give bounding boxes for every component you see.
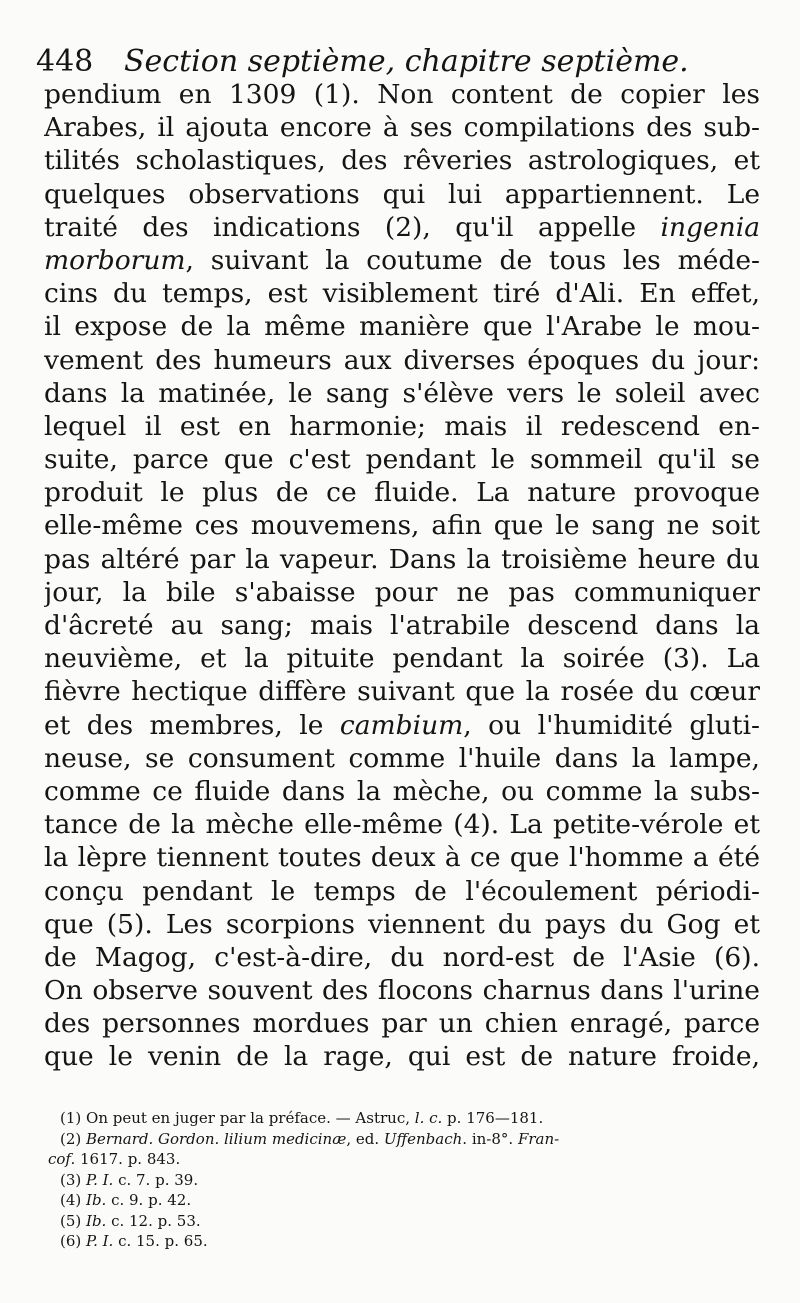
text-line: cins du temps, est visiblement tiré d'Ali. En effet, <box>44 278 760 310</box>
text-line: produit le plus de ce fluide. La nature provoque <box>44 477 760 509</box>
text-line: dans la matinée, le sang s'élève vers le soleil avec <box>44 377 760 409</box>
text-line: et des membres, le cambium, ou l'humidité gluti- <box>44 709 760 741</box>
footnote: (1) On peut en juger par la préface. — Astruc, l. c. p. 176—181. <box>60 1109 544 1127</box>
text-line: neuvième, et la pituite pendant la soirée (3). La <box>44 643 760 675</box>
text-line: tance de la mèche elle-même (4). La petite-vérole et <box>44 809 760 841</box>
text-line: pendium en 1309 (1). Non content de copier les <box>44 79 760 110</box>
text-line: elle-même ces mouvemens, afin que le sang ne soit <box>44 510 760 542</box>
text-line: que (5). Les scorpions viennent du pays du Gog et <box>44 908 760 940</box>
body-text <box>44 78 760 1074</box>
text-line: lequel il est en harmonie; mais il redescend en- <box>44 410 760 442</box>
footnote: (4) Ib. c. 9. p. 42. <box>60 1191 192 1209</box>
text-line: que le venin de la rage, qui est de nature froide, <box>44 1041 760 1073</box>
text-line: traité des indications (2), qu'il appelle ingenia <box>44 211 760 243</box>
text-line: jour, la bile s'abaisse pour ne pas communiquer <box>44 576 760 608</box>
text-line: comme ce fluide dans la mèche, ou comme la subs- <box>44 775 760 807</box>
text-line: Arabes, il ajouta encore à ses compilations des sub- <box>44 112 760 144</box>
text-line: fièvre hectique diffère suivant que la rosée du cœur <box>44 676 760 708</box>
page-number: 448 <box>36 44 94 79</box>
text-line: vement des humeurs aux diverses époques du jour: <box>44 344 760 376</box>
text-line: On observe souvent des flocons charnus dans l'urine <box>44 975 760 1007</box>
text-line: tilités scholastiques, des rêveries astrologiques, et <box>44 145 760 177</box>
footnote: (6) P. I. c. 15. p. 65. <box>60 1232 208 1250</box>
text-line: suite, parce que c'est pendant le sommeil qu'il se <box>44 444 760 476</box>
text-line: des personnes mordues par un chien enragé, parce <box>44 1008 760 1040</box>
text-line: conçu pendant le temps de l'écoulement périodi- <box>44 875 760 907</box>
footnote: (3) P. I. c. 7. p. 39. <box>60 1170 199 1189</box>
footnote: cof. 1617. p. 843. <box>48 1150 181 1168</box>
text-line: neuse, se consument comme l'huile dans la lampe, <box>44 742 760 774</box>
text-line: pas altéré par la vapeur. Dans la troisième heure du <box>44 543 760 575</box>
text-line: il expose de la même manière que l'Arabe le mou- <box>44 311 760 343</box>
running-title: Section septième, chapitre septième. <box>124 44 689 79</box>
footnote: (2) Bernard. Gordon. lilium medicinæ, ed. Uffenbach. in-8°. Fran- <box>60 1129 560 1148</box>
text-line: de Magog, c'est-à-dire, du nord-est de l'Asie (6). <box>44 941 760 973</box>
text-line: quelques observations qui lui appartiennent. Le <box>44 178 760 210</box>
text-line: d'âcreté au sang; mais l'atrabile descend dans la <box>44 610 760 641</box>
footnotes <box>48 1108 760 1252</box>
text-line: la lèpre tiennent toutes deux à ce que l'homme a été <box>44 842 760 874</box>
text-line: morborum, suivant la coutume de tous les méde- <box>44 244 760 276</box>
footnote: (5) Ib. c. 12. p. 53. <box>60 1211 201 1230</box>
